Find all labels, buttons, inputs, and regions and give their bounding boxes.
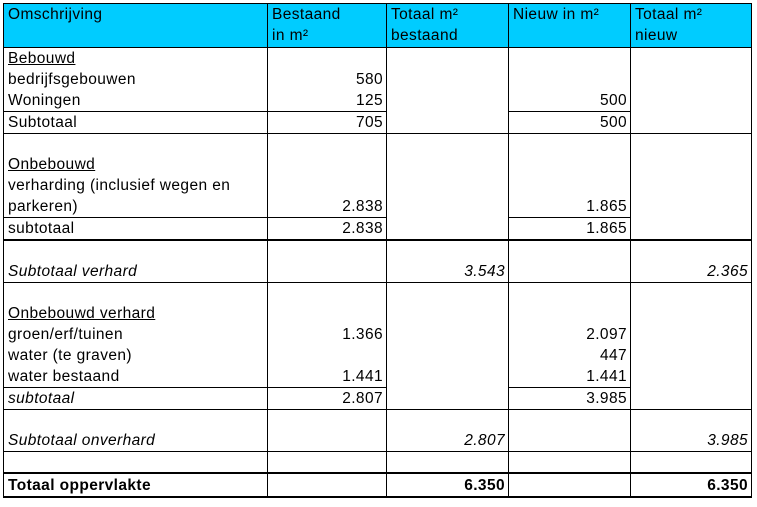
spacer-row	[4, 452, 752, 474]
cell-bestaand[interactable]: 2.807	[268, 388, 387, 410]
row-label[interactable]: Subtotaal	[4, 112, 268, 134]
area-table	[3, 3, 752, 498]
header-totaal-bestaand[interactable]: Totaal m² bestaand	[387, 4, 509, 48]
cell-totaal-nieuw[interactable]: 3.985	[631, 430, 752, 452]
cell-nieuw[interactable]: 500	[509, 112, 631, 134]
table-row	[4, 175, 752, 196]
cell[interactable]	[631, 345, 752, 366]
cell[interactable]	[509, 303, 631, 324]
cell[interactable]	[509, 430, 631, 452]
cell[interactable]	[387, 48, 509, 70]
table-row	[4, 196, 752, 218]
cell[interactable]	[4, 410, 268, 431]
table-row	[4, 324, 752, 345]
subtotal-row	[4, 388, 752, 410]
header-totaal-nieuw[interactable]: Totaal m² nieuw	[631, 4, 752, 48]
cell[interactable]	[631, 134, 752, 155]
row-label[interactable]: Subtotaal onverhard	[4, 430, 268, 452]
row-label[interactable]: bedrijfsgebouwen	[4, 69, 268, 90]
row-label[interactable]: subtotaal	[4, 218, 268, 241]
cell[interactable]	[387, 218, 509, 241]
table-row	[4, 154, 752, 175]
header-bestaand[interactable]: Bestaand in m²	[268, 4, 387, 48]
cell[interactable]	[631, 366, 752, 388]
cell[interactable]	[268, 240, 387, 261]
cell[interactable]	[387, 154, 509, 175]
cell-totaal-bestaand[interactable]: 6.350	[387, 473, 509, 497]
cell[interactable]	[509, 134, 631, 155]
table-row	[4, 303, 752, 324]
subtotal-row	[4, 112, 752, 134]
cell[interactable]	[509, 154, 631, 175]
row-label[interactable]: Woningen	[4, 90, 268, 112]
cell[interactable]	[631, 48, 752, 70]
cell[interactable]	[4, 134, 268, 155]
section-title-onbebouwd[interactable]: Onbebouwd	[4, 154, 268, 175]
cell[interactable]	[509, 261, 631, 283]
cell[interactable]	[387, 452, 509, 474]
cell[interactable]	[509, 48, 631, 70]
cell[interactable]	[631, 69, 752, 90]
cell[interactable]	[509, 175, 631, 196]
cell[interactable]	[631, 240, 752, 261]
cell-nieuw[interactable]: 1.865	[509, 218, 631, 241]
cell-totaal-nieuw[interactable]: 6.350	[631, 473, 752, 497]
header-omschrijving[interactable]: Omschrijving	[4, 4, 268, 48]
cell[interactable]	[268, 303, 387, 324]
cell[interactable]	[509, 473, 631, 497]
cell[interactable]	[268, 48, 387, 70]
cell[interactable]	[387, 366, 509, 388]
cell[interactable]	[4, 452, 268, 474]
cell-bestaand[interactable]: 1.441	[268, 366, 387, 388]
row-label[interactable]: Subtotaal verhard	[4, 261, 268, 283]
cell[interactable]	[387, 175, 509, 196]
cell[interactable]	[268, 175, 387, 196]
cell[interactable]	[631, 90, 752, 112]
cell[interactable]	[268, 261, 387, 283]
cell[interactable]	[4, 240, 268, 261]
cell[interactable]	[387, 283, 509, 304]
cell[interactable]	[631, 154, 752, 175]
cell[interactable]	[509, 283, 631, 304]
table-row	[4, 366, 752, 388]
cell[interactable]	[631, 303, 752, 324]
cell[interactable]	[509, 410, 631, 431]
row-label[interactable]: parkeren)	[4, 196, 268, 218]
header-nieuw[interactable]: Nieuw in m²	[509, 4, 631, 48]
spacer-row	[4, 240, 752, 261]
section-title-bebouwd[interactable]: Bebouwd	[4, 48, 268, 70]
row-label[interactable]: subtotaal	[4, 388, 268, 410]
cell[interactable]	[4, 283, 268, 304]
cell[interactable]	[631, 452, 752, 474]
cell[interactable]	[509, 240, 631, 261]
row-label[interactable]: water bestaand	[4, 366, 268, 388]
cell-nieuw[interactable]	[509, 69, 631, 90]
cell[interactable]	[631, 175, 752, 196]
cell[interactable]	[631, 388, 752, 410]
area-table-sheet	[3, 3, 752, 498]
spacer-row	[4, 134, 752, 155]
cell-totaal-bestaand[interactable]: 3.543	[387, 261, 509, 283]
table-row	[4, 90, 752, 112]
cell[interactable]	[631, 218, 752, 241]
row-label[interactable]: verharding (inclusief wegen en	[4, 175, 268, 196]
spacer-row	[4, 283, 752, 304]
header-row	[4, 4, 752, 48]
row-label[interactable]: groen/erf/tuinen	[4, 324, 268, 345]
subtotal-row	[4, 218, 752, 241]
subtotal-verhard-row	[4, 261, 752, 283]
cell-bestaand[interactable]	[268, 345, 387, 366]
cell[interactable]	[387, 345, 509, 366]
cell-totaal-bestaand[interactable]: 2.807	[387, 430, 509, 452]
cell[interactable]	[268, 410, 387, 431]
cell-bestaand[interactable]: 125	[268, 90, 387, 112]
table-row	[4, 345, 752, 366]
cell-nieuw[interactable]: 2.097	[509, 324, 631, 345]
cell[interactable]	[631, 324, 752, 345]
cell[interactable]	[387, 324, 509, 345]
cell[interactable]	[387, 112, 509, 134]
cell[interactable]	[387, 134, 509, 155]
table-row	[4, 48, 752, 70]
cell-nieuw[interactable]: 3.985	[509, 388, 631, 410]
cell-bestaand[interactable]: 580	[268, 69, 387, 90]
cell[interactable]	[268, 430, 387, 452]
section-title-onbebouwd-verhard[interactable]: Onbebouwd verhard	[4, 303, 268, 324]
cell[interactable]	[268, 452, 387, 474]
spacer-row	[4, 410, 752, 431]
cell[interactable]	[631, 196, 752, 218]
row-label[interactable]: Totaal oppervlakte	[4, 473, 268, 497]
cell[interactable]	[268, 134, 387, 155]
cell[interactable]	[387, 240, 509, 261]
cell[interactable]	[387, 303, 509, 324]
cell-nieuw[interactable]: 1.865	[509, 196, 631, 218]
cell[interactable]	[268, 473, 387, 497]
cell[interactable]	[631, 112, 752, 134]
cell-nieuw[interactable]: 1.441	[509, 366, 631, 388]
cell-bestaand[interactable]: 2.838	[268, 196, 387, 218]
cell-nieuw[interactable]: 500	[509, 90, 631, 112]
cell-nieuw[interactable]: 447	[509, 345, 631, 366]
cell-bestaand[interactable]: 2.838	[268, 218, 387, 241]
cell[interactable]	[509, 452, 631, 474]
subtotal-onverhard-row	[4, 430, 752, 452]
row-label[interactable]: water (te graven)	[4, 345, 268, 366]
table-row	[4, 69, 752, 90]
cell[interactable]	[387, 69, 509, 90]
cell[interactable]	[387, 410, 509, 431]
cell[interactable]	[268, 283, 387, 304]
cell[interactable]	[387, 196, 509, 218]
cell-bestaand[interactable]: 705	[268, 112, 387, 134]
cell-bestaand[interactable]: 1.366	[268, 324, 387, 345]
cell[interactable]	[387, 90, 509, 112]
cell[interactable]	[268, 154, 387, 175]
cell[interactable]	[631, 410, 752, 431]
total-row	[4, 473, 752, 497]
cell[interactable]	[631, 283, 752, 304]
cell-totaal-nieuw[interactable]: 2.365	[631, 261, 752, 283]
cell[interactable]	[387, 388, 509, 410]
